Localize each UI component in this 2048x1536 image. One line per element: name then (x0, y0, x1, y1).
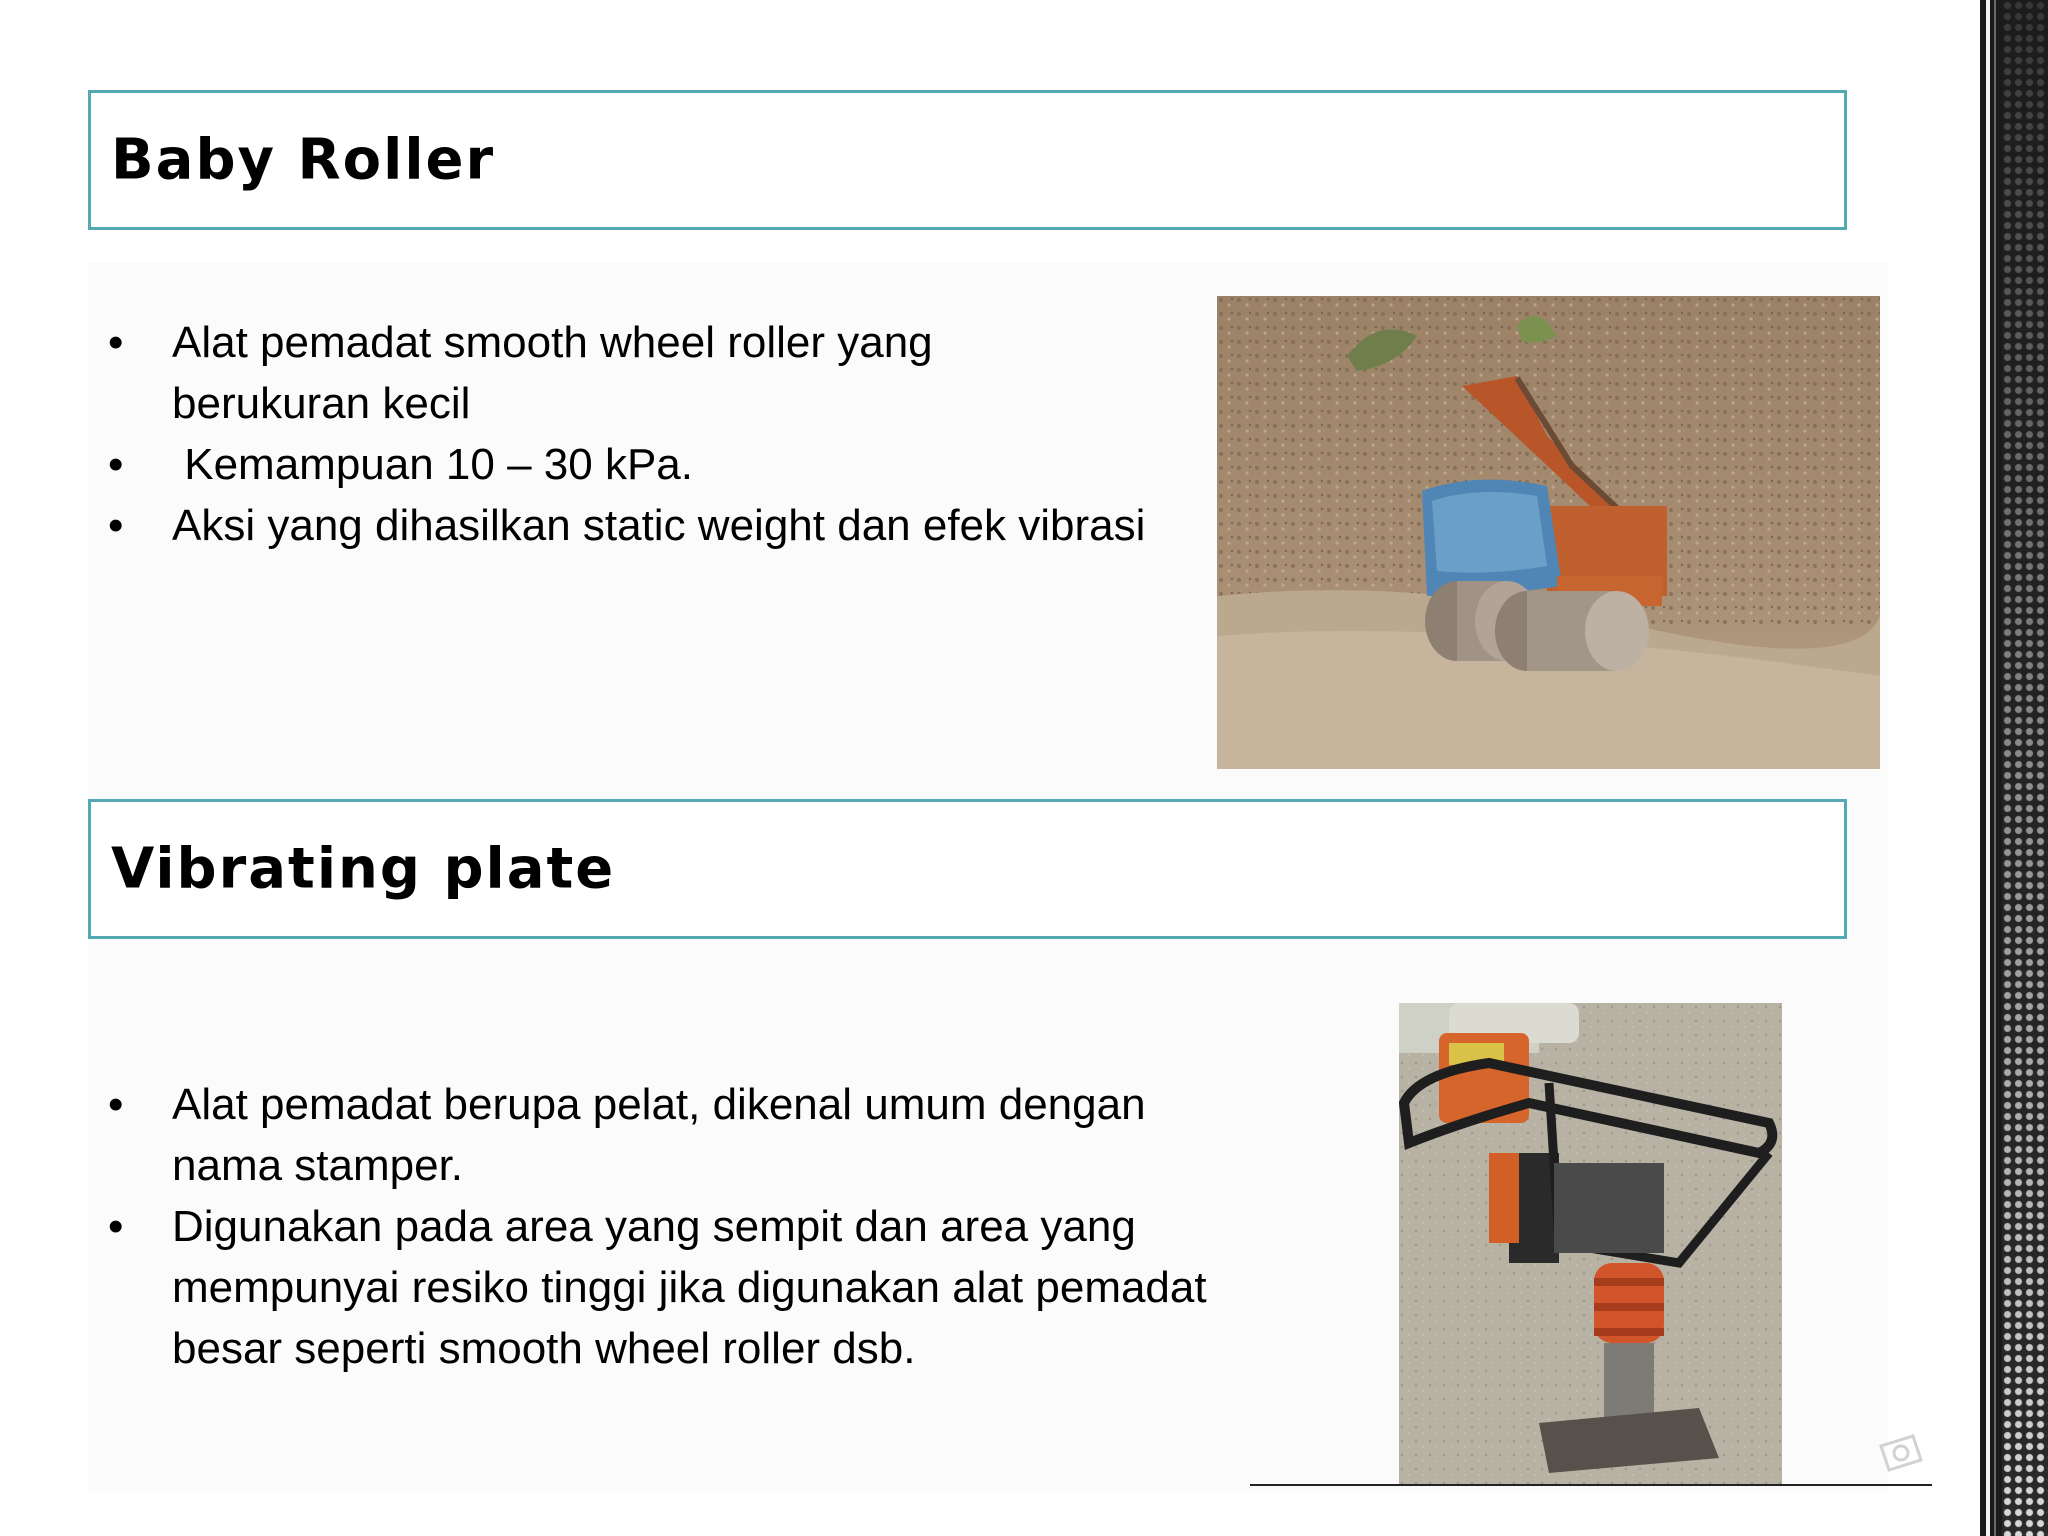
section-title-box (88, 799, 1847, 939)
bullet-text: Kemampuan 10 – 30 kPa. (172, 440, 693, 489)
bullet-marker: • (108, 440, 124, 489)
section-title: Vibrating plate (111, 836, 616, 902)
bullet-text: Alat pemadat berupa pelat, dikenal umum dengan nama stamper. (172, 1080, 1146, 1190)
border-line (1994, 0, 1996, 1536)
camera-watermark-icon (1875, 1430, 1925, 1476)
list-item (100, 495, 1220, 556)
baby-roller-photo (1217, 296, 1880, 769)
border-line (1986, 0, 1990, 1536)
stamper-photo (1399, 1003, 1782, 1484)
bullet-marker: • (108, 501, 124, 550)
bullet-marker: • (108, 318, 124, 367)
decorative-border (1980, 0, 2048, 1536)
bullet-list (100, 1074, 1240, 1379)
section-title-box (88, 90, 1847, 230)
bullet-list (100, 312, 1220, 556)
bullet-marker: • (108, 1202, 124, 1251)
list-item (100, 312, 1220, 434)
bullet-marker: • (108, 1080, 124, 1129)
list-item (100, 1074, 1240, 1196)
divider (1250, 1484, 1932, 1486)
section-title: Baby Roller (111, 127, 496, 193)
bullet-text: Aksi yang dihasilkan static weight dan efek vibrasi (172, 501, 1146, 550)
dotted-pattern (2002, 0, 2048, 1536)
list-item (100, 1196, 1240, 1379)
list-item (100, 434, 1220, 495)
bullet-text: Digunakan pada area yang sempit dan area yang mempunyai resiko tinggi jika digunakan alat pemadat besar seperti smooth wheel roller dsb. (172, 1202, 1207, 1373)
bullet-text: Alat pemadat smooth wheel roller yang berukuran kecil (172, 318, 933, 428)
